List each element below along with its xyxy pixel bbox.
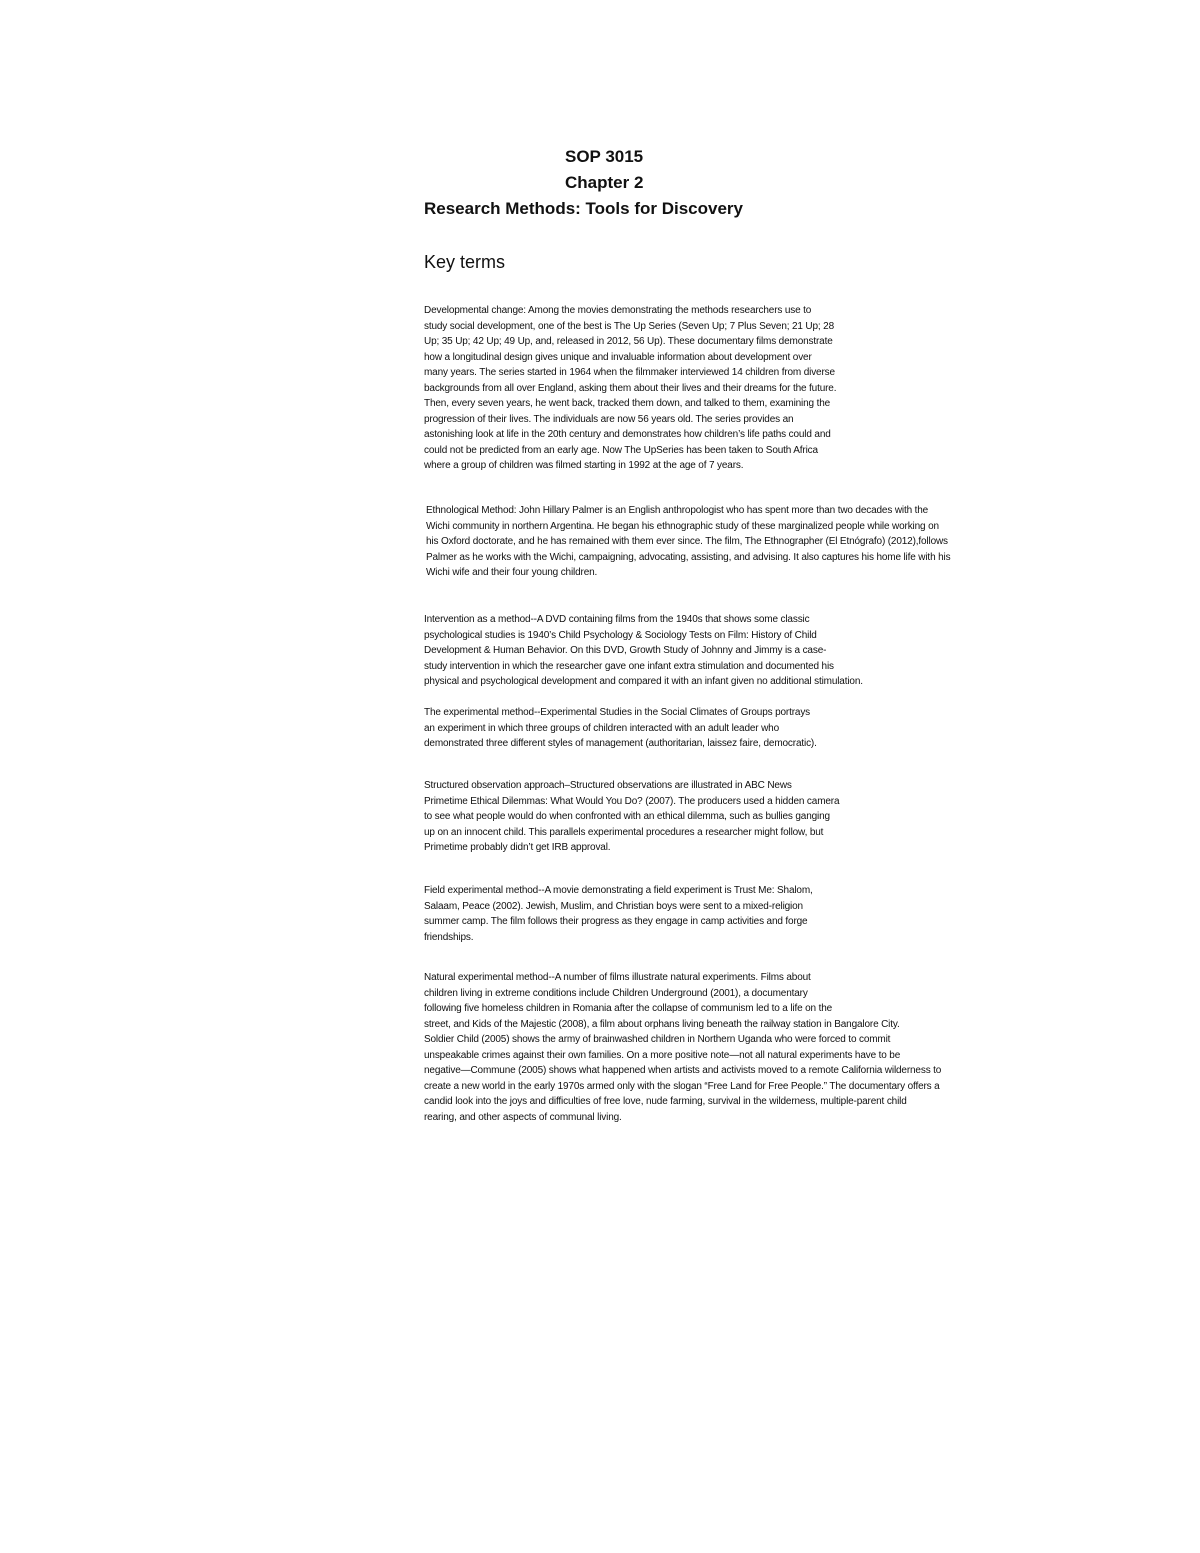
- text-line: street, and Kids of the Majestic (2008), a film about orphans living beneath the railway station in Bangalore City.: [424, 1018, 900, 1030]
- text-line: Ethnological Method: John Hillary Palmer is an English anthropologist who has spent more than two decades with the: [426, 505, 929, 516]
- text-line: where a group of children was filmed starting in 1992 at the age of 7 years.: [424, 460, 744, 471]
- text-line: Wichi wife and their four young children.: [426, 567, 598, 578]
- text-line: psychological studies is 1940’s Child Psychology & Sociology Tests on Film: History of Child: [424, 629, 817, 641]
- paragraph-field-experimental-method: [424, 883, 813, 945]
- text-line: his Oxford doctorate, and he has remained with them ever since. The film, The Ethnographer (El Etnógrafo) (2012),follows: [426, 536, 948, 547]
- paragraph-developmental-change: [424, 303, 836, 474]
- paragraph-experimental-method: [424, 705, 817, 752]
- text-line: Primetime probably didn’t get IRB approval.: [424, 842, 611, 853]
- text-line: following five homeless children in Romania after the collapse of communism led to a life on the: [424, 1003, 833, 1014]
- text-line: many years. The series started in 1964 when the filmmaker interviewed 14 children from diverse: [424, 367, 835, 378]
- key-terms-heading: Key terms: [424, 252, 506, 272]
- text-line: astonishing look at life in the 20th century and demonstrates how children’s life paths could and: [424, 429, 831, 440]
- text-line: Up; 35 Up; 42 Up; 49 Up, and, released in 2012, 56 Up). These documentary films demonstrate: [424, 336, 833, 347]
- text-line: Natural experimental method--A number of films illustrate natural experiments. Films about: [424, 972, 811, 983]
- text-line: Development & Human Behavior. On this DVD, Growth Study of Johnny and Jimmy is a case-: [424, 645, 827, 656]
- paragraph-intervention-method: [424, 612, 863, 690]
- text-line: rearing, and other aspects of communal living.: [424, 1111, 622, 1123]
- text-line: summer camp. The film follows their progress as they engage in camp activities and forge: [424, 916, 808, 927]
- text-line: unspeakable crimes against their own families. On a more positive note—not all natural experiments have to be: [424, 1049, 901, 1061]
- text-line: Palmer as he works with the Wichi, campaigning, advocating, assisting, and advising. It also captures his home life with his: [426, 551, 951, 563]
- text-line: could not be predicted from an early age. Now The UpSeries has been taken to South Africa: [424, 444, 818, 456]
- text-line: Developmental change: Among the movies demonstrating the methods researchers use to: [424, 305, 812, 316]
- text-line: study social development, one of the best is The Up Series (Seven Up; 7 Plus Seven; 21 Up; 28: [424, 320, 834, 332]
- text-line: up on an innocent child. This parallels experimental procedures a researcher might follow, but: [424, 826, 824, 838]
- text-line: Field experimental method--A movie demonstrating a field experiment is Trust Me: Shalom,: [424, 885, 813, 896]
- text-line: create a new world in the early 1970s armed only with the slogan “Free Land for Free People.” The documentary offers a: [424, 1080, 940, 1092]
- text-line: study intervention in which the researcher gave one infant extra stimulation and documented his: [424, 660, 834, 672]
- text-line: negative—Commune (2005) shows what happened when artists and activists moved to a remote California wilderness to: [424, 1065, 942, 1076]
- text-line: Intervention as a method--A DVD containing films from the 1940s that shows some classic: [424, 614, 810, 625]
- document-title: Research Methods: Tools for Discovery: [424, 199, 743, 218]
- text-line: how a longitudinal design gives unique and invaluable information about development over: [424, 351, 812, 363]
- text-line: Then, every seven years, he went back, tracked them down, and talked to them, examining the: [424, 398, 831, 409]
- text-line: Primetime Ethical Dilemmas: What Would You Do? (2007). The producers used a hidden camera: [424, 795, 840, 807]
- text-line: to see what people would do when confronted with an ethical dilemma, such as bullies ganging: [424, 811, 830, 822]
- text-line: Soldier Child (2005) shows the army of brainwashed children in Northern Uganda who were forced to commit: [424, 1034, 891, 1045]
- text-line: Structured observation approach–Structured observations are illustrated in ABC News: [424, 780, 792, 791]
- text-line: demonstrated three different styles of management (authoritarian, laissez faire, democratic).: [424, 738, 817, 749]
- text-line: Wichi community in northern Argentina. He began his ethnographic study of these marginalized people while working on: [426, 520, 939, 532]
- chapter-label: Chapter 2: [565, 173, 644, 192]
- text-line: physical and psychological development and compared it with an infant given no additional stimulation.: [424, 676, 863, 687]
- text-line: Salaam, Peace (2002). Jewish, Muslim, and Christian boys were sent to a mixed-religion: [424, 900, 803, 912]
- text-line: backgrounds from all over England, asking them about their lives and their dreams for the future.: [424, 382, 837, 394]
- text-line: progression of their lives. The individuals are now 56 years old. The series provides an: [424, 413, 794, 425]
- paragraph-ethnological-method: [426, 503, 950, 581]
- text-line: an experiment in which three groups of children interacted with an adult leader who: [424, 722, 779, 734]
- paragraph-structured-observation: [424, 778, 839, 856]
- text-line: The experimental method--Experimental Studies in the Social Climates of Groups portrays: [424, 707, 811, 718]
- text-line: friendships.: [424, 931, 474, 943]
- text-line: children living in extreme conditions include Children Underground (2001), a documentary: [424, 987, 808, 999]
- paragraph-natural-experimental-method: [424, 970, 941, 1125]
- course-code: SOP 3015: [565, 147, 644, 166]
- text-line: candid look into the joys and difficulties of free love, nude farming, survival in the wilderness, multiple-parent child: [424, 1096, 907, 1107]
